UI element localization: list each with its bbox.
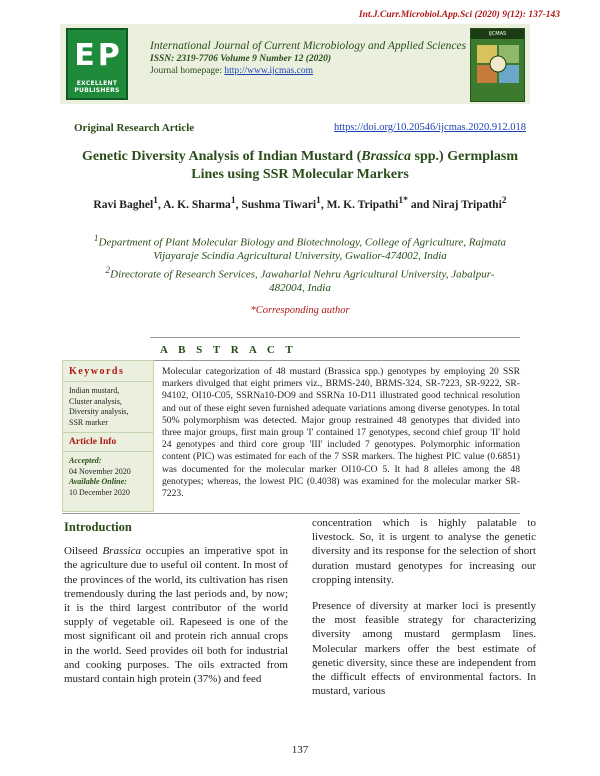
corresponding-author: *Corresponding author bbox=[250, 305, 350, 316]
column-left bbox=[64, 520, 288, 686]
para-genus: Brassica bbox=[102, 545, 141, 558]
logo-caption-line1: EXCELLENT bbox=[76, 80, 118, 87]
author-name: M. K. Tripathi bbox=[326, 198, 399, 211]
cover-label: IJCMAS bbox=[471, 29, 524, 39]
author-list: Ravi Baghel$^1$, A. K. Sharma$^1$, Sushma Tiwari$^1$, M. K. Tripathi$^{1*}$ and Niraj Tripathi$^2$ bbox=[93, 195, 507, 211]
journal-homepage bbox=[150, 66, 480, 76]
cover-collage-icon bbox=[477, 45, 519, 83]
publisher-logo bbox=[66, 28, 128, 100]
abstract-bottom-rule bbox=[62, 513, 520, 514]
author-affil-sup: 1 bbox=[153, 195, 158, 206]
journal-citation: Int.J.Curr.Microbiol.App.Sci (2020) 9(12): 137-143 bbox=[358, 10, 560, 20]
affiliation-sup: 2 bbox=[105, 264, 111, 275]
keyword-item: Cluster analysis, bbox=[69, 396, 122, 406]
para-text: Oilseed bbox=[64, 545, 103, 558]
online-date: 10 December 2020 bbox=[69, 487, 130, 497]
paragraph-gap bbox=[312, 587, 536, 599]
logo-letter-e: E bbox=[74, 38, 95, 73]
author-affil-sup: 1* bbox=[398, 195, 408, 206]
logo-caption-line2: PUBLISHERS bbox=[74, 87, 120, 94]
para-text: occupies an imperative spot in the agriculture due to useful oil content. In most of the provinces of the world, its cultivation has risen tremendously during the last periods and, by now; it is the third largest contributor of the world supply of vegetable oil. Rapeseed is one of the most significant oil and protein rich annual crops in the world. Seed provides oil both for industrial and cooking purposes. The oils extracted from mustard contain high protein (37%) and feed bbox=[64, 545, 288, 686]
keywords-sidebar bbox=[62, 360, 154, 512]
article-meta bbox=[74, 122, 526, 134]
author-name: A. K. Sharma bbox=[163, 198, 231, 211]
article-type: Original Research Article bbox=[74, 122, 195, 134]
author-affil-sup: 1 bbox=[316, 195, 321, 206]
intro-paragraph-3: Presence of diversity at marker loci is presently the most feasible strategy for characterizing diversity among mustard germplasm lines. Molecular markers offer the best estimate of genetic diversity, since these are independent from the difficult effects of environmental factors. In mustard, various bbox=[312, 600, 536, 698]
keyword-item: SSR marker bbox=[69, 417, 108, 427]
article-info-heading: Article Info bbox=[63, 432, 153, 452]
affiliation-1: Department of Plant Molecular Biology and Biotechnology, College of Agriculture, Rajmata Vijayaraje Scindia Agricultural University, Gwalior-474002, India bbox=[98, 236, 507, 263]
title-part-1: Genetic Diversity Analysis of Indian Mustard ( bbox=[82, 149, 362, 164]
author-name: Niraj Tripathi bbox=[432, 198, 502, 211]
author-affil-sup: 1 bbox=[230, 195, 236, 206]
intro-paragraph-2: concentration which is highly palatable to livestock. So, it is urgent to analyse the genetic diversity and its response for the selection of short duration mustard genotypes for increasing our cropping intensity. bbox=[312, 517, 536, 586]
journal-info bbox=[150, 40, 480, 76]
keywords-heading: Keywords bbox=[63, 361, 153, 382]
keywords-list bbox=[63, 382, 153, 432]
page-number: 137 bbox=[291, 744, 309, 756]
keyword-item: Diversity analysis, bbox=[69, 407, 129, 416]
abstract-body: Molecular categorization of 48 mustard (Brassica spp.) genotypes by employing 20 SSR markers divulged that eight primers viz., BRMS-240, BRMS-324, SR-7223, SR-9222, SR-94102, OI10-C05, SSRNa10-DO9 and SSRNa 10-D11 illustrated good technical resolution and out of these eight seven furnished adequate variations among diverse genotypes. In total 50% polymorphism was detected. Major group restrained 48 genotypes that divided into three major groups, first main group 'I' contained 17 genotypes, second chief group 'II' hold 24 genotypes and third core group 'III' included 7 genotypes. Polymorphic information content (PIC) was estimated for each of the 7 SSR markers. The highest PIC value (0.6851) was documented for the molecular marker OI10-CO 5. It had 8 alleles among the 48 genotypes; whereas, the lowest PIC (0.4038) was examined for the molecular marker SR-7223. bbox=[162, 366, 520, 500]
journal-issn: ISSN: 2319-7706 Volume 9 Number 12 (2020) bbox=[150, 54, 332, 64]
author-name: Sushma Tiwari bbox=[241, 198, 317, 211]
article-info-list bbox=[63, 452, 153, 502]
journal-cover-image bbox=[470, 28, 525, 102]
accepted-label: Accepted: bbox=[69, 456, 102, 465]
affiliation-sup: 1 bbox=[93, 233, 99, 243]
homepage-link[interactable]: http://www.ijcmas.com bbox=[224, 66, 313, 76]
abstract-top-rule bbox=[150, 337, 520, 338]
paper-title bbox=[60, 148, 540, 184]
online-label: Available Online: bbox=[69, 477, 127, 486]
introduction-heading: Introduction bbox=[64, 520, 132, 534]
journal-title: International Journal of Current Microbiology and Applied Sciences bbox=[150, 40, 467, 52]
column-right bbox=[312, 516, 536, 698]
logo-letter-p: P bbox=[97, 38, 120, 73]
title-part-2: spp.) Germplasm bbox=[411, 149, 518, 164]
homepage-label: Journal homepage: bbox=[150, 66, 225, 76]
intro-paragraph-1 bbox=[64, 544, 288, 686]
keyword-item: Indian mustard, bbox=[69, 386, 120, 395]
doi-link[interactable]: https://doi.org/10.20546/ijcmas.2020.912.018 bbox=[333, 122, 526, 133]
logo-letters bbox=[75, 36, 119, 80]
title-genus: Brassica bbox=[361, 149, 412, 164]
author-name: Ravi Baghel bbox=[93, 198, 154, 211]
author-affil-sup: 2 bbox=[501, 195, 507, 206]
title-line-2: Lines using SSR Molecular Markers bbox=[191, 167, 409, 182]
accepted-date: 04 November 2020 bbox=[69, 466, 131, 476]
abstract-heading: A B S T R A C T bbox=[160, 344, 297, 356]
affiliations bbox=[90, 232, 510, 295]
affiliation-2: Directorate of Research Services, Jawaharlal Nehru Agricultural University, Jabalpur-482004, India bbox=[110, 268, 495, 294]
